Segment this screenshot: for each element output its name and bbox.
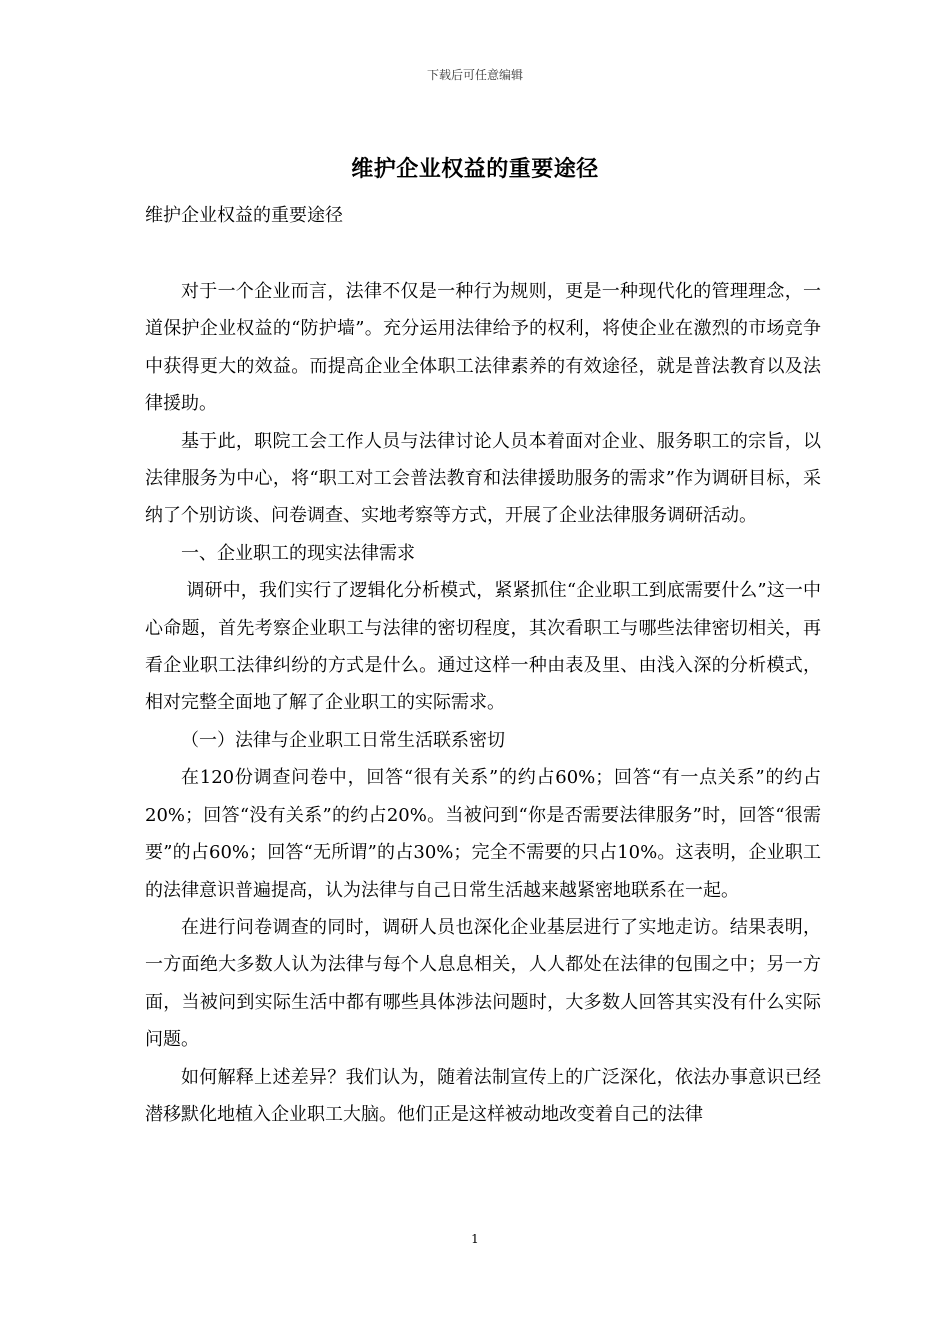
document-title: 维护企业权益的重要途径: [351, 156, 599, 182]
section-heading-1: 一、企业职工的现实法律需求: [181, 542, 415, 564]
paragraph-analysis: 调研中，我们实行了逻辑化分析模式，紧紧抓住“企业职工到底需要什么”这一中心命题，首先考察企业职工与法律的密切程度，其次看职工与哪些法律密切相关，再看企业职工法律纠纷的方式是什么。通过这样一种由表及里、由浅入深的分析模式，相对完整全面地了解了企业职工的实际需求。: [145, 580, 821, 714]
document-body: [145, 273, 821, 1133]
paragraph-purpose: 基于此，职院工会工作人员与法律讨论人员本着面对企业、服务职工的宗旨，以法律服务为中心，将“职工对工会普法教育和法律援助服务的需求”作为调研目标，采纳了个别访谈、问卷调查、实地考察等方式，开展了企业法律服务调研活动。: [145, 430, 821, 527]
paragraph-survey-results: 在120份调查问卷中，回答“很有关系”的约占60%；回答“有一点关系”的约占20%；回答“没有关系”的约占20%。当被问到“你是否需要法律服务”时，回答“很需要”的占60%；回答“无所谓”的占30%；完全不需要的只占10%。这表明，企业职工的法律意识普遍提高，认为法律与自己日常生活越来越紧密地联系在一起。: [145, 767, 821, 901]
page-number: 1: [471, 1232, 479, 1246]
subsection-heading-1: （一）法律与企业职工日常生活联系密切: [181, 729, 505, 751]
paragraph-intro: 对于一个企业而言，法律不仅是一种行为规则，更是一种现代化的管理理念，一道保护企业权益的“防护墙”。充分运用法律给予的权利，将使企业在激烈的市场竞争中获得更大的效益。而提高企业全体职工法律素养的有效途径，就是普法教育以及法律援助。: [145, 281, 821, 415]
paragraph-field-visit: 在进行问卷调查的同时，调研人员也深化企业基层进行了实地走访。结果表明，一方面绝大多数人认为法律与每个人息息相关，人人都处在法律的包围之中；另一方面，当被问到实际生活中都有哪些具体涉法问题时，大多数人回答其实没有什么实际问题。: [145, 916, 821, 1051]
page-header-note: 下载后可任意编辑: [426, 68, 523, 82]
document-subtitle: 维护企业权益的重要途径: [145, 205, 343, 226]
paragraph-explanation: 如何解释上述差异？我们认为，随着法制宣传上的广泛深化，依法办事意识已经潜移默化地植入企业职工大脑。他们正是这样被动地改变着自己的法律: [145, 1066, 821, 1125]
